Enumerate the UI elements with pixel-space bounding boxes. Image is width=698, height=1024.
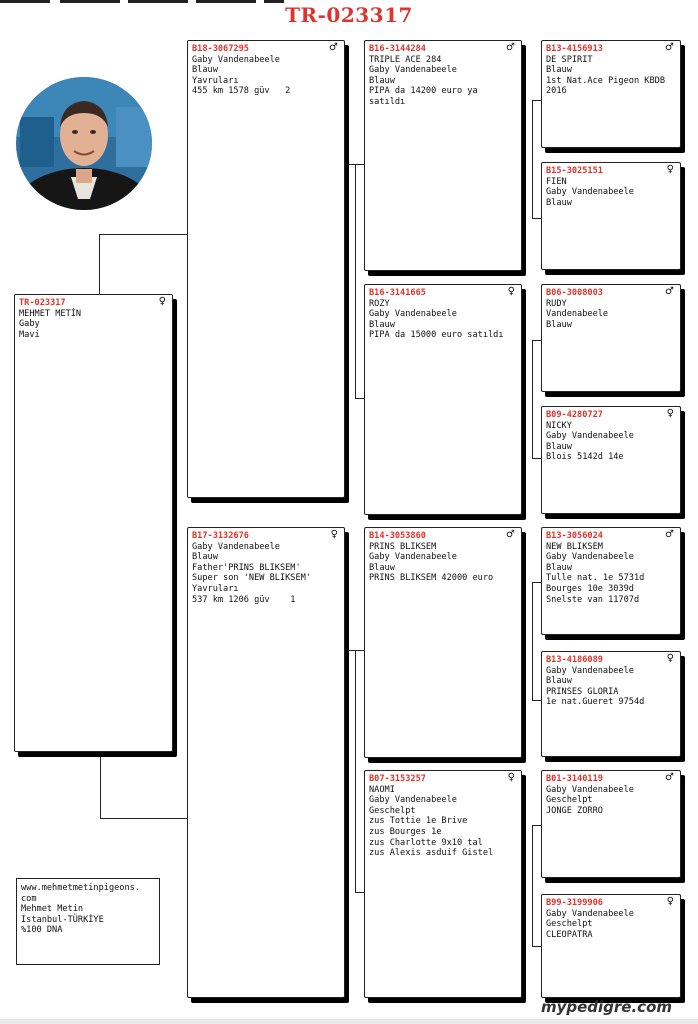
ring-number: B99-3199906 — [546, 898, 603, 908]
info-line: Blauw — [369, 319, 395, 330]
female-icon: ♀ — [330, 529, 338, 540]
info-line: PIPA da 14200 euro ya — [369, 86, 478, 97]
female-icon: ♀ — [666, 408, 674, 419]
dam-sire-sire-card[interactable] — [541, 527, 681, 635]
connector-line — [532, 825, 541, 826]
info-line: Blauw — [369, 75, 395, 86]
info-line: Gaby Vandenabeele — [192, 54, 280, 65]
info-line: Blois 5142d 14e — [546, 452, 624, 463]
ring-number: B01-3140119 — [546, 774, 603, 784]
info-line: Geschelpt — [369, 805, 416, 816]
info-line: zus Tottie 1e Brive — [369, 816, 468, 827]
female-icon: ♀ — [507, 772, 515, 783]
connector-line — [355, 398, 364, 399]
ring-number: B17-3132676 — [192, 531, 249, 541]
info-line: Blauw — [192, 65, 218, 76]
info-line: Gaby Vandenabeele — [546, 784, 634, 795]
info-line: Geschelpt — [546, 795, 593, 806]
dam-dam-card[interactable] — [364, 770, 522, 998]
ring-number: TR-023317 — [19, 298, 66, 308]
info-line: Blauw — [546, 441, 572, 452]
info-line: NICKY — [546, 420, 572, 431]
sire-dam-dam-card[interactable] — [541, 406, 681, 514]
connector-line — [532, 946, 541, 947]
info-line: Bourges 10e 3039d — [546, 583, 634, 594]
ring-number: B13-4156913 — [546, 44, 603, 54]
info-line: PRINS BLIKSEM 42000 euro — [369, 573, 494, 584]
info-line: Tulle nat. 1e 5731d — [546, 573, 645, 584]
info-line: PRINSES GLORIA — [546, 686, 619, 697]
info-line: Gaby Vandenabeele — [546, 908, 634, 919]
info-line: Snelste van 11707d — [546, 594, 640, 605]
bottom-bar — [0, 1019, 698, 1024]
info-line: Gaby Vandenabeele — [546, 187, 634, 198]
connector-line — [99, 234, 187, 235]
info-line: zus Alexis asduif Gistel — [369, 848, 494, 859]
info-line: Gaby Vandenabeele — [546, 552, 634, 563]
male-icon: ♂ — [665, 772, 674, 783]
info-line: NAOMI — [369, 784, 395, 795]
info-line: Blauw — [546, 676, 572, 687]
ring-number: B13-4186089 — [546, 655, 603, 665]
info-line: Mavi — [19, 329, 40, 340]
info-line: PRINS BLIKSEM — [369, 541, 437, 552]
sire-dam-sire-card[interactable] — [541, 284, 681, 392]
info-line: Gaby Vandenabeele — [369, 309, 457, 320]
sire-dam-card[interactable] — [364, 284, 522, 515]
info-line: 537 km 1206 güv 1 — [192, 594, 296, 605]
info-line: zus Charlotte 9x10 tal — [369, 837, 483, 848]
info-line: Gaby Vandenabeele — [192, 541, 280, 552]
connector-line — [100, 752, 101, 818]
info-line: Super son 'NEW BLIKSEM' — [192, 573, 311, 584]
info-line: Father'PRINS BLIKSEM' — [192, 562, 301, 573]
info-line: 1st Nat.Ace Pigeon KBDB — [546, 75, 665, 86]
owner-location: Istanbul-TÜRKİYE — [21, 914, 104, 925]
male-icon: ♂ — [329, 42, 338, 53]
ring-number: B16-3144284 — [369, 44, 426, 54]
connector-line — [532, 340, 541, 341]
info-line: CLEOPATRA — [546, 929, 593, 940]
dam-sire-card[interactable] — [364, 527, 522, 758]
sire-sire-dam-card[interactable] — [541, 162, 681, 270]
info-line: zus Bourges 1e — [369, 826, 442, 837]
sire-sire-sire-card[interactable] — [541, 40, 681, 148]
info-line: ROZY — [369, 298, 390, 309]
female-icon: ♀ — [666, 653, 674, 664]
portrait-image — [16, 77, 152, 210]
ring-number: B13-3056024 — [546, 531, 603, 541]
male-icon: ♂ — [506, 42, 515, 53]
connector-line — [532, 100, 533, 218]
male-icon: ♂ — [665, 529, 674, 540]
female-icon: ♀ — [507, 286, 515, 297]
connector-line — [532, 700, 541, 701]
dam-dam-dam-card[interactable] — [541, 894, 681, 998]
ring-number: B14-3053860 — [369, 531, 426, 541]
info-line: Blauw — [546, 65, 572, 76]
website-text: www.mehmetmetinpigeons. — [21, 883, 140, 893]
info-line: satıldı — [369, 96, 406, 107]
connector-line — [355, 650, 356, 892]
dam-card[interactable] — [187, 527, 345, 998]
connector-line — [532, 582, 541, 583]
info-line: Blauw — [546, 319, 572, 330]
info-line: NEW BLIKSEM — [546, 541, 603, 552]
sire-sire-card[interactable] — [364, 40, 522, 271]
female-icon: ♀ — [666, 896, 674, 907]
info-line: PIPA da 15000 euro satıldı — [369, 330, 504, 341]
info-line: DE SPIRIT — [546, 54, 593, 65]
info-line: Gaby — [19, 319, 40, 330]
info-line: Gaby Vandenabeele — [546, 431, 634, 442]
info-line: Gaby Vandenabeele — [369, 795, 457, 806]
owner-info-box — [16, 878, 160, 965]
info-line: 1e nat.Gueret 9754d — [546, 697, 645, 708]
ring-number: B18-3067295 — [192, 44, 249, 54]
female-icon: ♀ — [158, 296, 166, 307]
connector-line — [532, 218, 541, 219]
info-line: TRIPLE ACE 284 — [369, 54, 442, 65]
info-line: 455 km 1578 güv 2 — [192, 86, 291, 97]
info-line: JONGE ZORRO — [546, 805, 603, 816]
ring-number: B15-3025151 — [546, 166, 603, 176]
info-line: Blauw — [546, 197, 572, 208]
connector-line — [532, 825, 533, 946]
ring-number: B07-3153257 — [369, 774, 426, 784]
connector-line — [349, 164, 364, 165]
dam-dam-sire-card[interactable] — [541, 770, 681, 878]
male-icon: ♂ — [665, 42, 674, 53]
dna-note: %100 DNA — [21, 925, 63, 936]
site-watermark: mypedigre.com — [540, 998, 672, 1016]
info-line: Blauw — [192, 552, 218, 563]
male-icon: ♂ — [506, 529, 515, 540]
info-line: MEHMET METİN — [19, 308, 82, 319]
ring-number: B16-3141665 — [369, 288, 426, 298]
info-line: FIEN — [546, 176, 567, 187]
connector-line — [355, 164, 356, 398]
connector-line — [532, 100, 541, 101]
sire-card[interactable] — [187, 40, 345, 498]
subject-pigeon-card[interactable] — [14, 294, 173, 752]
owner-name: Mehmet Metin — [21, 904, 84, 915]
page-title: TR-023317 — [285, 3, 413, 27]
connector-line — [532, 340, 533, 458]
info-line: Yavruları — [192, 75, 239, 86]
info-line: Geschelpt — [546, 919, 593, 930]
connector-line — [532, 582, 533, 700]
connector-line — [355, 892, 364, 893]
dam-sire-dam-card[interactable] — [541, 651, 681, 757]
info-line: Gaby Vandenabeele — [369, 552, 457, 563]
info-line: Blauw — [369, 562, 395, 573]
info-line: 2016 — [546, 86, 567, 97]
info-line: Gaby Vandenabeele — [546, 665, 634, 676]
info-line: Yavruları — [192, 583, 239, 594]
ring-number: B06-3008003 — [546, 288, 603, 298]
website-text-cont: com — [21, 893, 37, 904]
connector-line — [532, 458, 541, 459]
info-line: Blauw — [546, 562, 572, 573]
ring-number: B09-4280727 — [546, 410, 603, 420]
female-icon: ♀ — [666, 164, 674, 175]
connector-line — [99, 234, 100, 296]
info-line: Vandenabeele — [546, 309, 609, 320]
connector-line — [349, 650, 364, 651]
info-line: RUDY — [546, 298, 567, 309]
info-line: Gaby Vandenabeele — [369, 65, 457, 76]
owner-photo — [16, 77, 152, 210]
connector-line — [100, 818, 187, 819]
male-icon: ♂ — [665, 286, 674, 297]
